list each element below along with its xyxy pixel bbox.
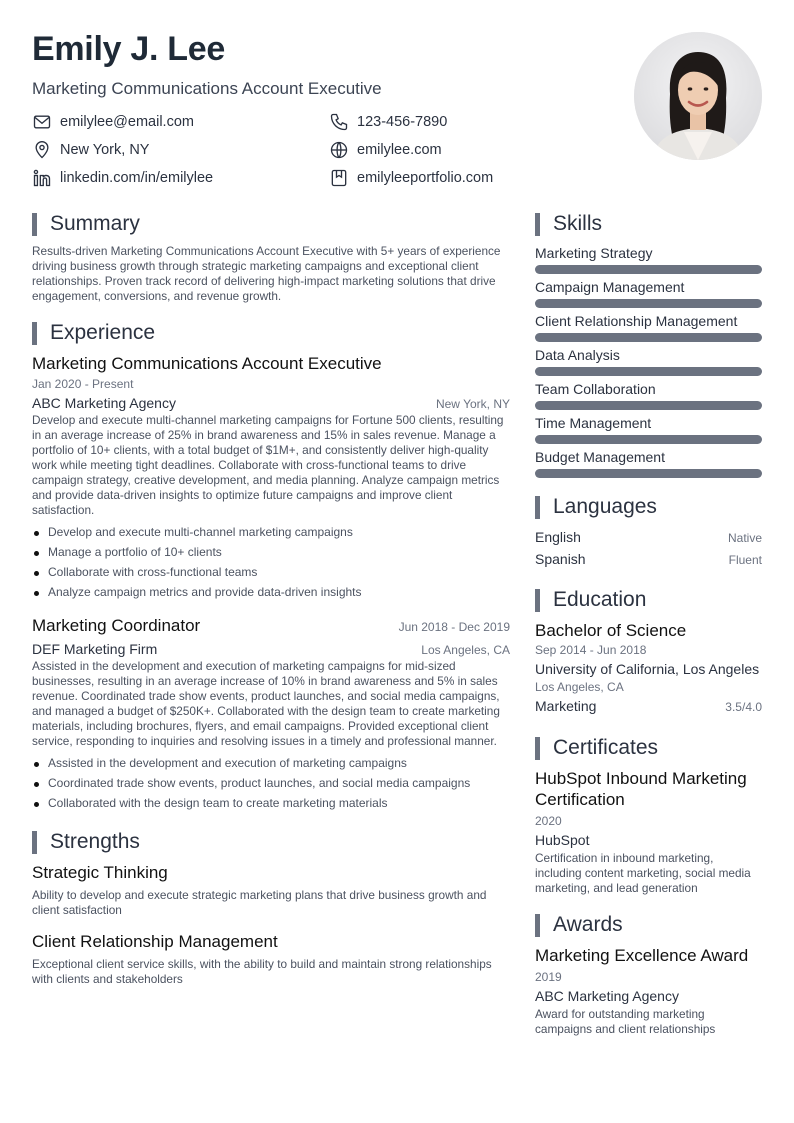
strength-item <box>32 862 510 918</box>
skill-item <box>535 278 762 308</box>
school-name: University of California, Los Angeles <box>535 661 760 677</box>
awards-heading-text: Awards <box>553 913 623 936</box>
skill-name: Team Collaboration <box>535 381 656 397</box>
sidebar-column <box>535 212 762 1037</box>
section-accent-bar <box>535 737 540 760</box>
field-of-study: Marketing <box>535 698 597 714</box>
mail-icon <box>32 112 52 132</box>
job-bullets <box>32 522 510 602</box>
skill-name: Budget Management <box>535 449 665 465</box>
award-issuer: ABC Marketing Agency <box>535 988 679 1004</box>
education-field-row <box>535 696 762 718</box>
summary-text: Results-driven Marketing Communications Account Executive with 5+ years of experience driving business growth through strategic marketing campaigns and exceptional client relationships. Proven track record of delivering high-impact marketing solutions that drive engagement, conversions, and revenue growth. <box>32 244 501 303</box>
contact-list <box>32 112 552 188</box>
job-location: Los Angeles, CA <box>421 643 510 657</box>
list-item: Manage a portfolio of 10+ clients <box>32 542 510 562</box>
strengths-heading <box>32 830 510 854</box>
certificate-issuer: HubSpot <box>535 832 590 848</box>
language-level: Native <box>727 531 762 545</box>
job-position: Marketing Communications Account Executive <box>32 354 382 373</box>
language-item <box>535 527 762 549</box>
strengths-heading-text: Strengths <box>50 830 140 853</box>
job-description: Assisted in the development and execution of marketing campaigns for mid-sized businesses, resulting in an average increase of 10% in brand awareness and 5% in sales revenue. Coordinated trade show events, product launches, and social media campaigns, and managed a budget of $250K+. Collaborated with the design team to create marketing materials, including brochures, flyers, and email campaigns. Provided exceptional client service, responding to inquiries and resolving issues in a timely and professional manner. <box>32 659 500 748</box>
experience-heading-text: Experience <box>50 321 156 344</box>
strength-item <box>32 931 510 987</box>
skill-bar <box>535 299 762 308</box>
contact-location <box>32 140 329 160</box>
job-description: Develop and execute multi-channel marketing campaigns for Fortune 500 clients, resulting in an average increase of 25% in brand awareness and 15% in sales revenue. Manage a portfolio of 10+ clients, with a total budget of $1M+, and consistently deliver high-quality work while meeting tight deadlines. Collaborate with cross-functional teams to drive campaign strategy, creative development, and media planning. Analyze campaign metrics and provide data-driven insights to optimize future campaigns and improve client satisfaction. <box>32 413 504 517</box>
education-heading-text: Education <box>553 588 647 611</box>
contact-phone[interactable] <box>329 112 552 132</box>
award-year: 2019 <box>535 970 562 984</box>
strength-text: Exceptional client service skills, with the ability to build and maintain strong relationships with clients and stakeholders <box>32 957 492 986</box>
certificate-year: 2020 <box>535 814 562 828</box>
languages-heading <box>535 495 762 519</box>
contact-portfolio[interactable] <box>329 168 552 188</box>
location-text: New York, NY <box>60 142 150 158</box>
skills-heading <box>535 212 762 236</box>
job-dates: Jun 2018 - Dec 2019 <box>398 620 510 634</box>
experience-item <box>32 615 510 813</box>
experience-heading <box>32 321 510 345</box>
skill-bar <box>535 333 762 342</box>
profile-photo <box>634 32 762 160</box>
job-dates: Jan 2020 - Present <box>32 377 134 391</box>
skill-name: Client Relationship Management <box>535 313 738 329</box>
degree: Bachelor of Science <box>535 621 687 640</box>
main-column <box>32 212 510 987</box>
language-item <box>535 549 762 571</box>
language-name: Spanish <box>535 551 586 567</box>
skill-name: Time Management <box>535 415 652 431</box>
certificate-title: HubSpot Inbound Marketing Certification <box>535 769 747 809</box>
certificate-text: Certification in inbound marketing, including content marketing, social media marketing, and lead generation <box>535 851 751 895</box>
candidate-name: Emily J. Lee <box>32 30 225 68</box>
section-accent-bar <box>535 213 540 236</box>
bookmark-icon <box>329 168 349 188</box>
strength-title: Strategic Thinking <box>32 863 168 882</box>
list-item: Analyze campaign metrics and provide data-driven insights <box>32 582 510 602</box>
skill-bar <box>535 469 762 478</box>
list-item: Collaborate with cross-functional teams <box>32 562 510 582</box>
section-accent-bar <box>32 322 37 345</box>
contact-linkedin[interactable] <box>32 168 329 188</box>
section-accent-bar <box>32 831 37 854</box>
email-text: emilylee@email.com <box>60 114 194 130</box>
summary-heading-text: Summary <box>50 212 140 235</box>
section-accent-bar <box>32 213 37 236</box>
gpa: 3.5/4.0 <box>725 700 762 714</box>
language-name: English <box>535 529 581 545</box>
experience-item <box>32 353 510 602</box>
skill-item <box>535 414 762 444</box>
skill-item <box>535 448 762 478</box>
contact-email[interactable] <box>32 112 329 132</box>
certificates-heading-text: Certificates <box>553 736 659 759</box>
school-location: Los Angeles, CA <box>535 680 624 694</box>
skill-bar <box>535 401 762 410</box>
job-company: DEF Marketing Firm <box>32 641 158 657</box>
skills-list <box>535 244 762 478</box>
strength-title: Client Relationship Management <box>32 932 278 951</box>
skill-item <box>535 380 762 410</box>
job-title: Marketing Communications Account Executive <box>32 79 382 98</box>
phone-text: 123-456-7890 <box>357 114 448 130</box>
languages-heading-text: Languages <box>553 495 657 518</box>
award-title: Marketing Excellence Award <box>535 946 749 965</box>
job-bullets <box>32 753 510 813</box>
language-level: Fluent <box>728 553 762 567</box>
skill-name: Data Analysis <box>535 347 620 363</box>
section-accent-bar <box>535 496 540 519</box>
skill-name: Campaign Management <box>535 279 685 295</box>
certificates-heading <box>535 736 762 760</box>
skill-bar <box>535 265 762 274</box>
skill-item <box>535 244 762 274</box>
linkedin-text: linkedin.com/in/emilylee <box>60 170 214 186</box>
contact-website[interactable] <box>329 140 552 160</box>
strength-text: Ability to develop and execute strategic marketing plans that drive business growth and client satisfaction <box>32 888 487 917</box>
job-company: ABC Marketing Agency <box>32 395 176 411</box>
portfolio-text: emilyleeportfolio.com <box>357 170 494 186</box>
job-location: New York, NY <box>435 397 510 411</box>
skill-bar <box>535 435 762 444</box>
section-accent-bar <box>535 589 540 612</box>
skills-heading-text: Skills <box>553 212 603 235</box>
website-text: emilylee.com <box>357 142 442 158</box>
linkedin-icon <box>32 168 52 188</box>
job-position: Marketing Coordinator <box>32 616 201 635</box>
list-item: Collaborated with the design team to create marketing materials <box>32 793 510 813</box>
awards-heading <box>535 913 762 937</box>
list-item: Coordinated trade show events, product launches, and social media campaigns <box>32 773 510 793</box>
section-accent-bar <box>535 914 540 937</box>
education-heading <box>535 588 762 612</box>
phone-icon <box>329 112 349 132</box>
award-text: Award for outstanding marketing campaigns and client relationships <box>535 1007 716 1036</box>
skill-name: Marketing Strategy <box>535 245 653 261</box>
summary-heading <box>32 212 510 236</box>
globe-icon <box>329 140 349 160</box>
list-item: Assisted in the development and execution of marketing campaigns <box>32 753 510 773</box>
skill-item <box>535 346 762 376</box>
list-item: Develop and execute multi-channel marketing campaigns <box>32 522 510 542</box>
skill-bar <box>535 367 762 376</box>
education-dates: Sep 2014 - Jun 2018 <box>535 643 647 657</box>
skill-item <box>535 312 762 342</box>
map-pin-icon <box>32 140 52 160</box>
